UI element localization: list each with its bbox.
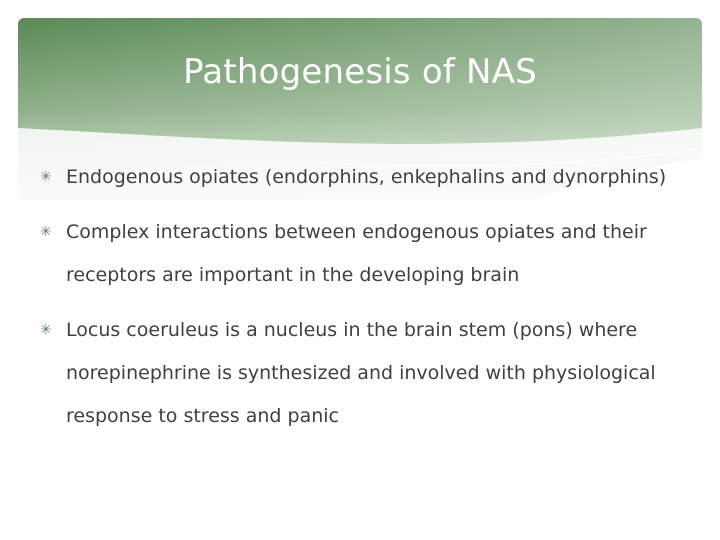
bullet-text: Locus coeruleus is a nucleus in the brain stem (pons) where norepinephrine is synthesized and involved with physiological response to stress and panic (66, 319, 656, 427)
bullet-text: Endogenous opiates (endorphins, enkephalins and dynorphins) (66, 166, 667, 188)
bullet-item (40, 156, 690, 199)
bullet-item (40, 211, 690, 297)
bullet-text: Complex interactions between endogenous opiates and their receptors are important in the developing brain (66, 221, 647, 286)
bullet-item (40, 309, 690, 438)
slide-title: Pathogenesis of NAS (183, 52, 537, 92)
asterisk-bullet-icon: ✳ (40, 224, 52, 240)
asterisk-bullet-icon: ✳ (40, 169, 52, 185)
asterisk-bullet-icon: ✳ (40, 322, 52, 338)
bullet-list (40, 156, 690, 450)
